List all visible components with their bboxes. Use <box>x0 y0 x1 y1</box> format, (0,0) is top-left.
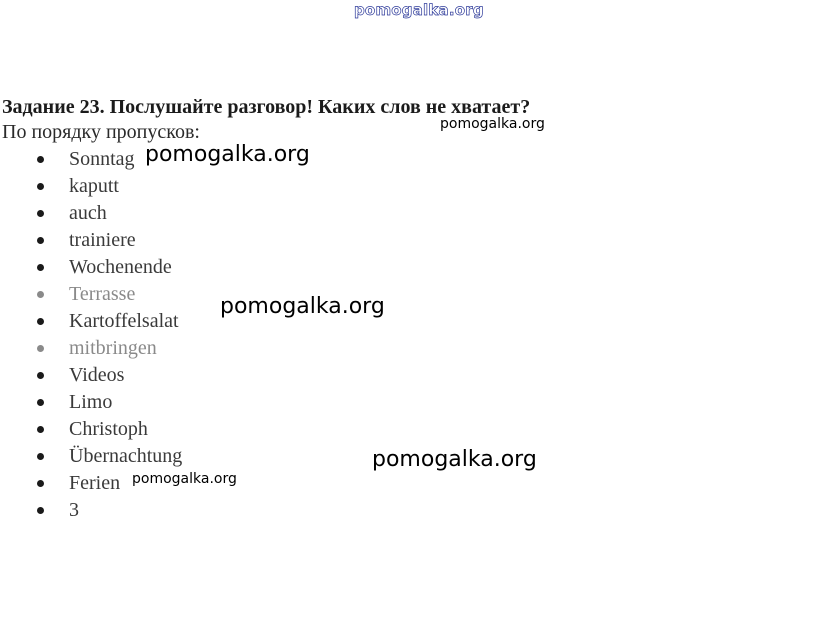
task-subtitle: По порядку пропусков: <box>2 121 200 143</box>
bullet-icon <box>37 399 44 406</box>
bullet-icon <box>37 426 44 433</box>
watermark: pomogalka.org <box>145 142 310 167</box>
watermark-top: pomogalka.org <box>354 1 484 19</box>
bullet-icon <box>37 264 44 271</box>
bullet-icon <box>37 156 44 163</box>
bullet-icon <box>37 453 44 460</box>
answer-word: Christoph <box>69 418 148 440</box>
answer-word: Ferien <box>69 472 121 494</box>
answer-word: Videos <box>69 364 125 386</box>
bullet-icon <box>37 507 44 514</box>
answer-word: Limo <box>69 391 113 413</box>
answer-word: Kartoffelsalat <box>69 310 179 332</box>
bullet-icon <box>37 372 44 379</box>
bullet-icon <box>37 183 44 190</box>
task-title: Задание 23. Послушайте разговор! Каких слов не хватает? <box>2 96 531 118</box>
bullet-icon <box>37 210 44 217</box>
answer-word: Wochenende <box>69 256 172 278</box>
answer-word: 3 <box>69 499 79 521</box>
answer-word: mitbringen <box>69 337 157 359</box>
bullet-icon <box>37 318 44 325</box>
watermark: pomogalka.org <box>132 471 237 487</box>
bullet-icon <box>37 237 44 244</box>
watermark: pomogalka.org <box>440 116 545 132</box>
answer-word: kaputt <box>69 175 119 197</box>
watermark: pomogalka.org <box>372 447 537 472</box>
bullet-icon <box>37 480 44 487</box>
answer-word: auch <box>69 202 107 224</box>
answer-word: Übernachtung <box>69 445 183 467</box>
answer-word: Terrasse <box>69 283 136 305</box>
answer-word: Sonntag <box>69 148 135 170</box>
bullet-icon <box>37 345 44 352</box>
answer-word: trainiere <box>69 229 136 251</box>
watermark: pomogalka.org <box>220 294 385 319</box>
bullet-icon <box>37 291 44 298</box>
